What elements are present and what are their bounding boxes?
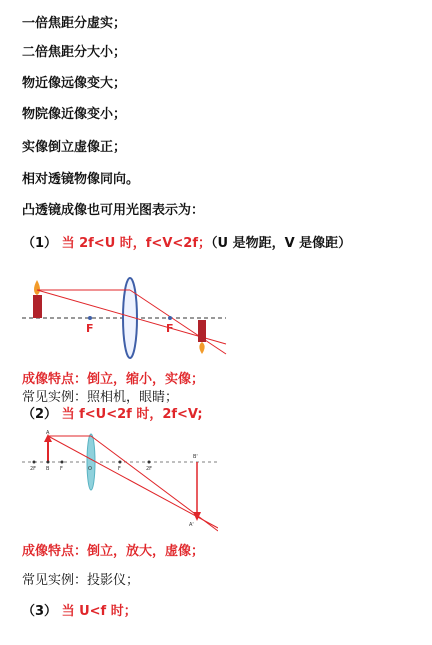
label-f-right: F (118, 466, 121, 472)
label-2f-right: 2F (146, 466, 153, 472)
case2-feature: 成像特点：倒立，放大，虚像； (22, 544, 205, 559)
label-o: O (88, 466, 92, 472)
label-b-prime: B' (193, 454, 198, 460)
case1-feature: 成像特点：倒立，缩小，实像； (22, 372, 205, 387)
label-a-prime: A' (189, 522, 194, 528)
case1-number: （1） (22, 236, 58, 251)
label-b: B (46, 466, 50, 472)
ray-center (48, 436, 218, 528)
rule-line-2: 二倍焦距分大小； (22, 45, 127, 60)
rule-line-1: 一倍焦距分虚实； (22, 16, 127, 31)
case2-ray-diagram (22, 428, 218, 532)
case3-heading (22, 604, 137, 620)
case2-heading (22, 407, 203, 423)
point-2f-left (33, 461, 36, 464)
rule-line-7: 凸透镜成像也可用光图表示为： (22, 203, 205, 218)
rule-line-6: 相对透镜物像同向。 (22, 172, 140, 187)
rule-line-4: 物院像近像变小； (22, 107, 127, 122)
case2-example: 常见实例：投影仪； (22, 573, 140, 588)
image-arrow-head (193, 512, 201, 521)
point-b (47, 461, 50, 464)
label-a: A (46, 430, 50, 436)
label-2f-left: 2F (30, 466, 37, 472)
convex-lens (87, 434, 95, 490)
case1-condition: 当 2f<U 时，f<V<2f； (61, 236, 211, 251)
case1-heading (22, 236, 351, 252)
case1-ray-diagram (22, 262, 228, 362)
image-candle (198, 320, 206, 342)
case2-condition: 当 f<U<2f 时，2f<V; (61, 407, 203, 422)
rule-line-3: 物近像远像变大； (22, 76, 127, 91)
focal-label-right: F (166, 322, 174, 335)
point-f-left (61, 461, 64, 464)
rule-line-5: 实像倒立虚像正； (22, 140, 127, 155)
focal-label-left: F (86, 322, 94, 335)
object-candle (33, 295, 42, 318)
case1-example: 常见实例：照相机，眼睛； (22, 390, 179, 405)
case2-number: （2） (22, 407, 58, 422)
ray-refracted (91, 436, 218, 531)
case1-note: （U 是物距，V 是像距） (210, 236, 352, 251)
focal-point-right (168, 316, 172, 320)
object-flame (34, 280, 40, 295)
ray-refracted (130, 290, 226, 354)
case3-number: （3） (22, 604, 58, 619)
label-f-left: F (60, 466, 63, 472)
focal-point-left (88, 316, 92, 320)
case3-condition: 当 U<f 时； (61, 604, 137, 619)
point-2f-right (148, 461, 151, 464)
image-flame (199, 342, 204, 354)
point-f-right (119, 461, 122, 464)
